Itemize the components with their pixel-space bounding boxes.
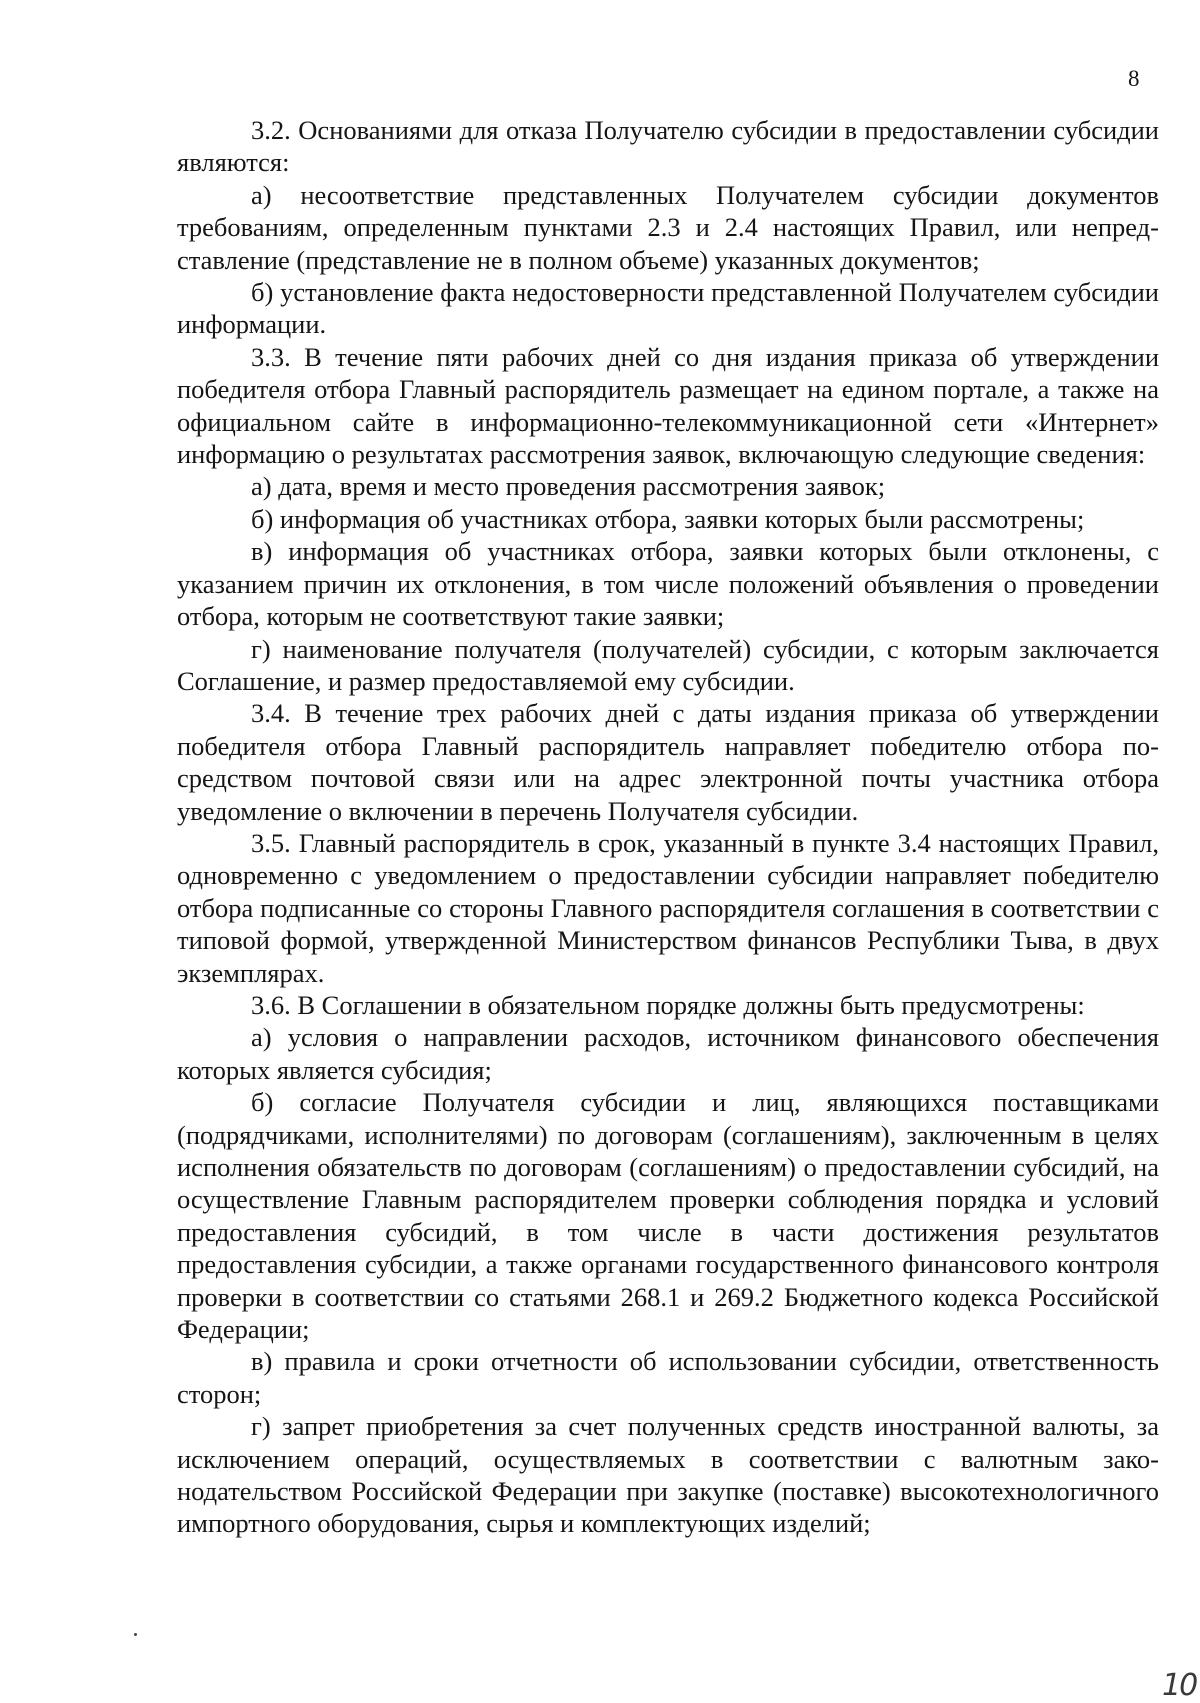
paragraph-3-2-a: а) несоответствие представленных Получателем субсидии документов требованиям, определенным пунктами 2.3 и 2.4 настоящих Правил, или непредставление (представление не в полном объеме) указанных документов;: [177, 179, 1159, 275]
paragraph-3-3-v: в) информация об участниках отбора, заявки которых были отклонены, с указанием причин их отклонения, в том числе положений объявления о проведении отбора, которым не соответствуют такие заявки;: [177, 536, 1159, 632]
paragraph-3-3: 3.3. В течение пяти рабочих дней со дня издания приказа об утверждении победителя отбора Главный распорядитель размещает на едином портале, а также на официальном сайте в информационно-телекоммуникационной сети «Интернет» информацию о результатах рассмотрения заявок, включающую следующие сведения:: [177, 341, 1159, 470]
paragraph-3-3-g: г) наименование получателя (получателей) субсидии, с которым заключается Соглашение, и размер предоставляемой ему субсидии.: [177, 633, 1159, 696]
paragraph-3-2-b: б) установление факта недостоверности представленной Получателем субсидии информации.: [177, 277, 1159, 340]
page-number: 8: [1128, 66, 1140, 91]
paragraph-3-6-v: в) правила и сроки отчетности об использовании субсидии, ответственность сторон;: [177, 1346, 1159, 1409]
paragraph-3-2: 3.2. Основаниями для отказа Получателю субсидии в предоставлении субсидии являются:: [177, 115, 1159, 178]
document-body: [177, 114, 1159, 1540]
paragraph-3-3-a: а) дата, время и место проведения рассмотрения заявок;: [251, 471, 886, 502]
paragraph-3-6-b: б) согласие Получателя субсидии и лиц, являющихся поставщиками (подрядчиками, исполнителями) по договорам (соглашениям), заключенным в целях исполнения обязательств по договорам (соглашениям) о предоставлении субсидий, на осуществление Главным распорядителем проверки соблюдения порядка и условий предоставления субсидий, в том числе в части достижения результатов предоставления субсидии, а также органами государственного финансового контроля проверки в соответствии со статьями 268.1 и 269.2 Бюджетного кодекса Российской Федерации;: [177, 1087, 1159, 1345]
paragraph-3-5: 3.5. Главный распорядитель в срок, указанный в пункте 3.4 настоящих Правил, одновременно с уведомлением о предоставлении субсидии направляет победителю отбора подписанные со стороны Главного распорядителя соглашения в соответствии с типовой формой, утвержденной Министерством финансов Республики Тыва, в двух экземплярах.: [177, 827, 1159, 988]
paragraph-3-6-g: г) запрет приобретения за счет полученных средств иностранной валюты, за исключением операций, осуществляемых в соответствии с валютным законодательством Российской Федерации при закупке (поставке) высокотехнологичного импортного оборудования, сырья и комплектующих изделий;: [177, 1411, 1159, 1539]
paragraph-3-3-b: б) информация об участниках отбора, заявки которых были рассмотрены;: [251, 503, 1085, 534]
paragraph-3-4: 3.4. В течение трех рабочих дней с даты издания приказа об утверждении победителя отбора Главный распорядитель направляет победителю отбора посредством почтовой связи или на адрес электронной почты участника отбора уведомление о включении в перечень Получателя субсидии.: [177, 698, 1159, 826]
paragraph-3-6: 3.6. В Соглашении в обязательном порядке должны быть предусмотрены:: [251, 989, 1085, 1020]
paragraph-3-6-a: а) условия о направлении расходов, источником финансового обеспечения которых является субсидия;: [177, 1022, 1159, 1085]
scan-speck: [134, 1633, 137, 1636]
handwritten-page-mark: 10: [1162, 1668, 1197, 1703]
